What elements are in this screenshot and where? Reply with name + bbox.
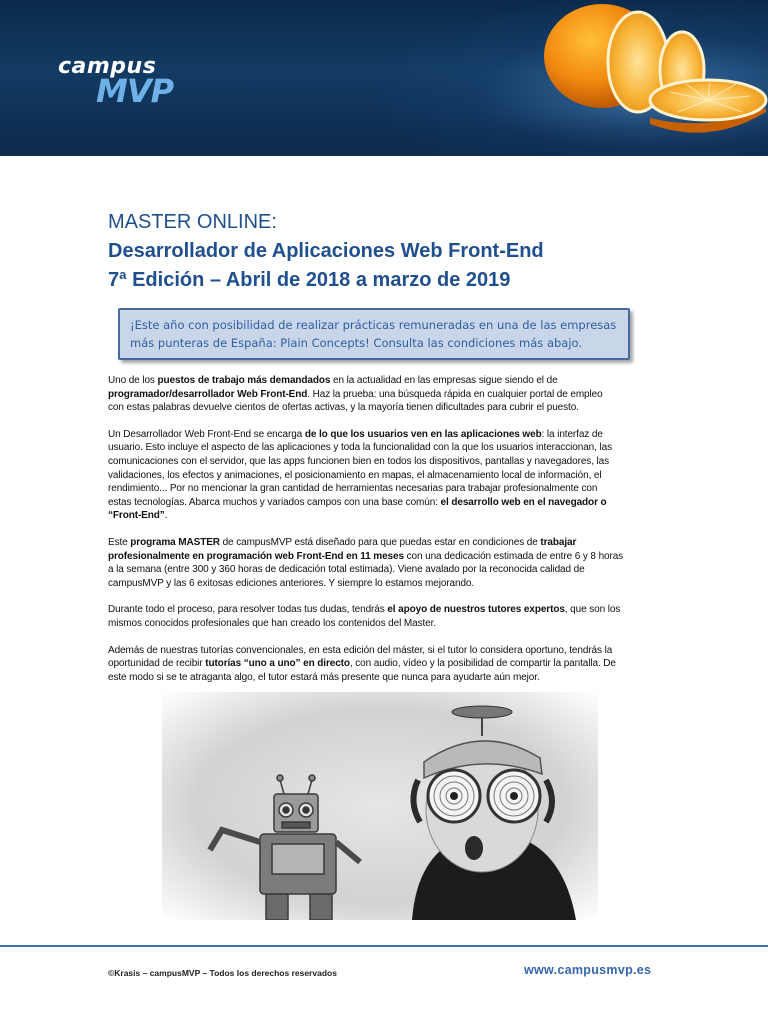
text-span: Un Desarrollador Web Front-End se encarga [108,428,305,440]
bold-span: trabajar [540,536,577,548]
bold-span: programa MASTER [130,536,220,548]
title-line-2: Desarrollador de Aplicaciones Web Front-End [108,240,544,262]
text-line [108,428,668,442]
text-line [108,496,668,510]
paragraph-tutors [108,603,668,630]
page-header [0,0,768,156]
title-line-1: MASTER ONLINE: [108,211,277,233]
text-span: , con audio, vídeo y la posibilidad de compartir la pantalla. De [349,658,616,670]
text-span: . [164,510,168,522]
boy-with-goggles [412,706,576,920]
text-span: Durante todo el proceso, para resolver todas tus dudas, tendrás [108,604,388,616]
text-line: Además de nuestras tutorías convencionales, en esta edición del máster, si el tutor lo considera oportuno, tendrás la [108,644,613,656]
bold-span: profesionalmente en programación web Front-End en 11 meses [108,550,404,562]
footer-divider [0,945,768,947]
bold-span: el desarrollo web en el navegador o [440,496,607,508]
toy-robot [210,775,360,920]
bold-span: programador/desarrollador Web Front-End [108,388,308,400]
text-line [108,509,668,523]
paragraph-live-tutoring [108,644,668,685]
retro-photo-illustration [162,692,598,920]
text-line: validaciones, los efectos y animaciones, el posicionamiento en mapas, el almacenamiento local de información, el [108,469,602,481]
text-line [108,374,668,388]
campusmvp-logo [58,56,218,126]
bold-span: de lo que los usuarios ven en las aplicaciones web [304,428,542,440]
text-line [108,388,668,402]
bold-span: el apoyo de nuestros tutores expertos [387,604,565,616]
logo-mvp-text: MVP [96,72,174,110]
document-title [108,208,668,295]
text-line: mismos conocidos profesionales que han creado los contenidos del Master. [108,617,436,629]
text-span: con una dedicación estimada de entre 6 y 8 horas [403,550,624,562]
callout-line-2: más punteras de España: Plain Concepts! Consulta las condiciones más abajo. [130,336,583,350]
bold-span: tutorías “uno a uno” en directo [205,658,350,670]
text-line [108,657,668,671]
text-span: estas tecnologías. Abarca muchos y variados campos con una base común: [108,496,441,508]
text-span: Uno de los [108,375,158,386]
oranges-image [510,0,768,156]
text-span: . Haz la prueba: una búsqueda rápida en cualquier portal de empleo [307,388,603,400]
text-line [108,550,668,564]
bold-span: “Front-End” [108,510,165,522]
paragraph-demand [108,374,668,415]
text-line: este modo si se te atraganta algo, el tutor estará más presente que nunca para ayudarte aún mejor. [108,671,540,683]
retro-boy-robot-photo [162,692,598,920]
text-span: : la interfaz de [541,428,603,440]
footer-copyright: ©Krasis – campusMVP – Todos los derechos reservados [108,968,337,978]
text-line: con estas palabras devuelve cientos de ofertas activas, y la mayoría tienen dificultades para cubrir el puesto. [108,402,579,414]
logo-campus-text: campus [58,54,157,79]
text-span: oportunidad de recibir [108,658,206,670]
text-line: rendimiento... Por no mencionar la gran cantidad de herramientas necesarias para trabajar profesionalmente con [108,483,598,495]
text-span: de campusMVP está diseñado para que puedas estar en condiciones de [219,536,541,548]
text-line: a la semana (entre 300 y 360 horas de dedicación total estimada). Viene avalado por la reconocida calidad de [108,564,585,576]
text-line: comunicaciones con el servidor, que las apps funcionen bien en todos los dispositivos, pantallas y navegadores, las [108,455,610,467]
body-text [108,374,668,697]
text-line [108,536,668,550]
internship-callout [118,308,630,360]
paragraph-program [108,536,668,590]
footer-website-link[interactable]: www.campusmvp.es [524,963,652,977]
bold-span: puestos de trabajo más demandados [157,375,331,386]
paragraph-role [108,428,668,523]
text-line [108,603,668,617]
text-span: Este [108,536,131,548]
text-line: campusMVP y las 6 exitosas ediciones anteriores. Y siempre lo estamos mejorando. [108,577,475,589]
text-span: en la actualidad en las empresas sigue siendo el de [330,375,558,386]
text-span: , que son los [564,604,621,616]
title-line-3: 7ª Edición – Abril de 2018 a marzo de 2019 [108,269,511,291]
callout-line-1: ¡Este año con posibilidad de realizar prácticas remuneradas en una de las empresas [130,318,617,332]
text-line: usuario. Esto incluye el aspecto de las aplicaciones y toda la funcionalidad con la que los usuarios interaccionan, las [108,442,612,454]
